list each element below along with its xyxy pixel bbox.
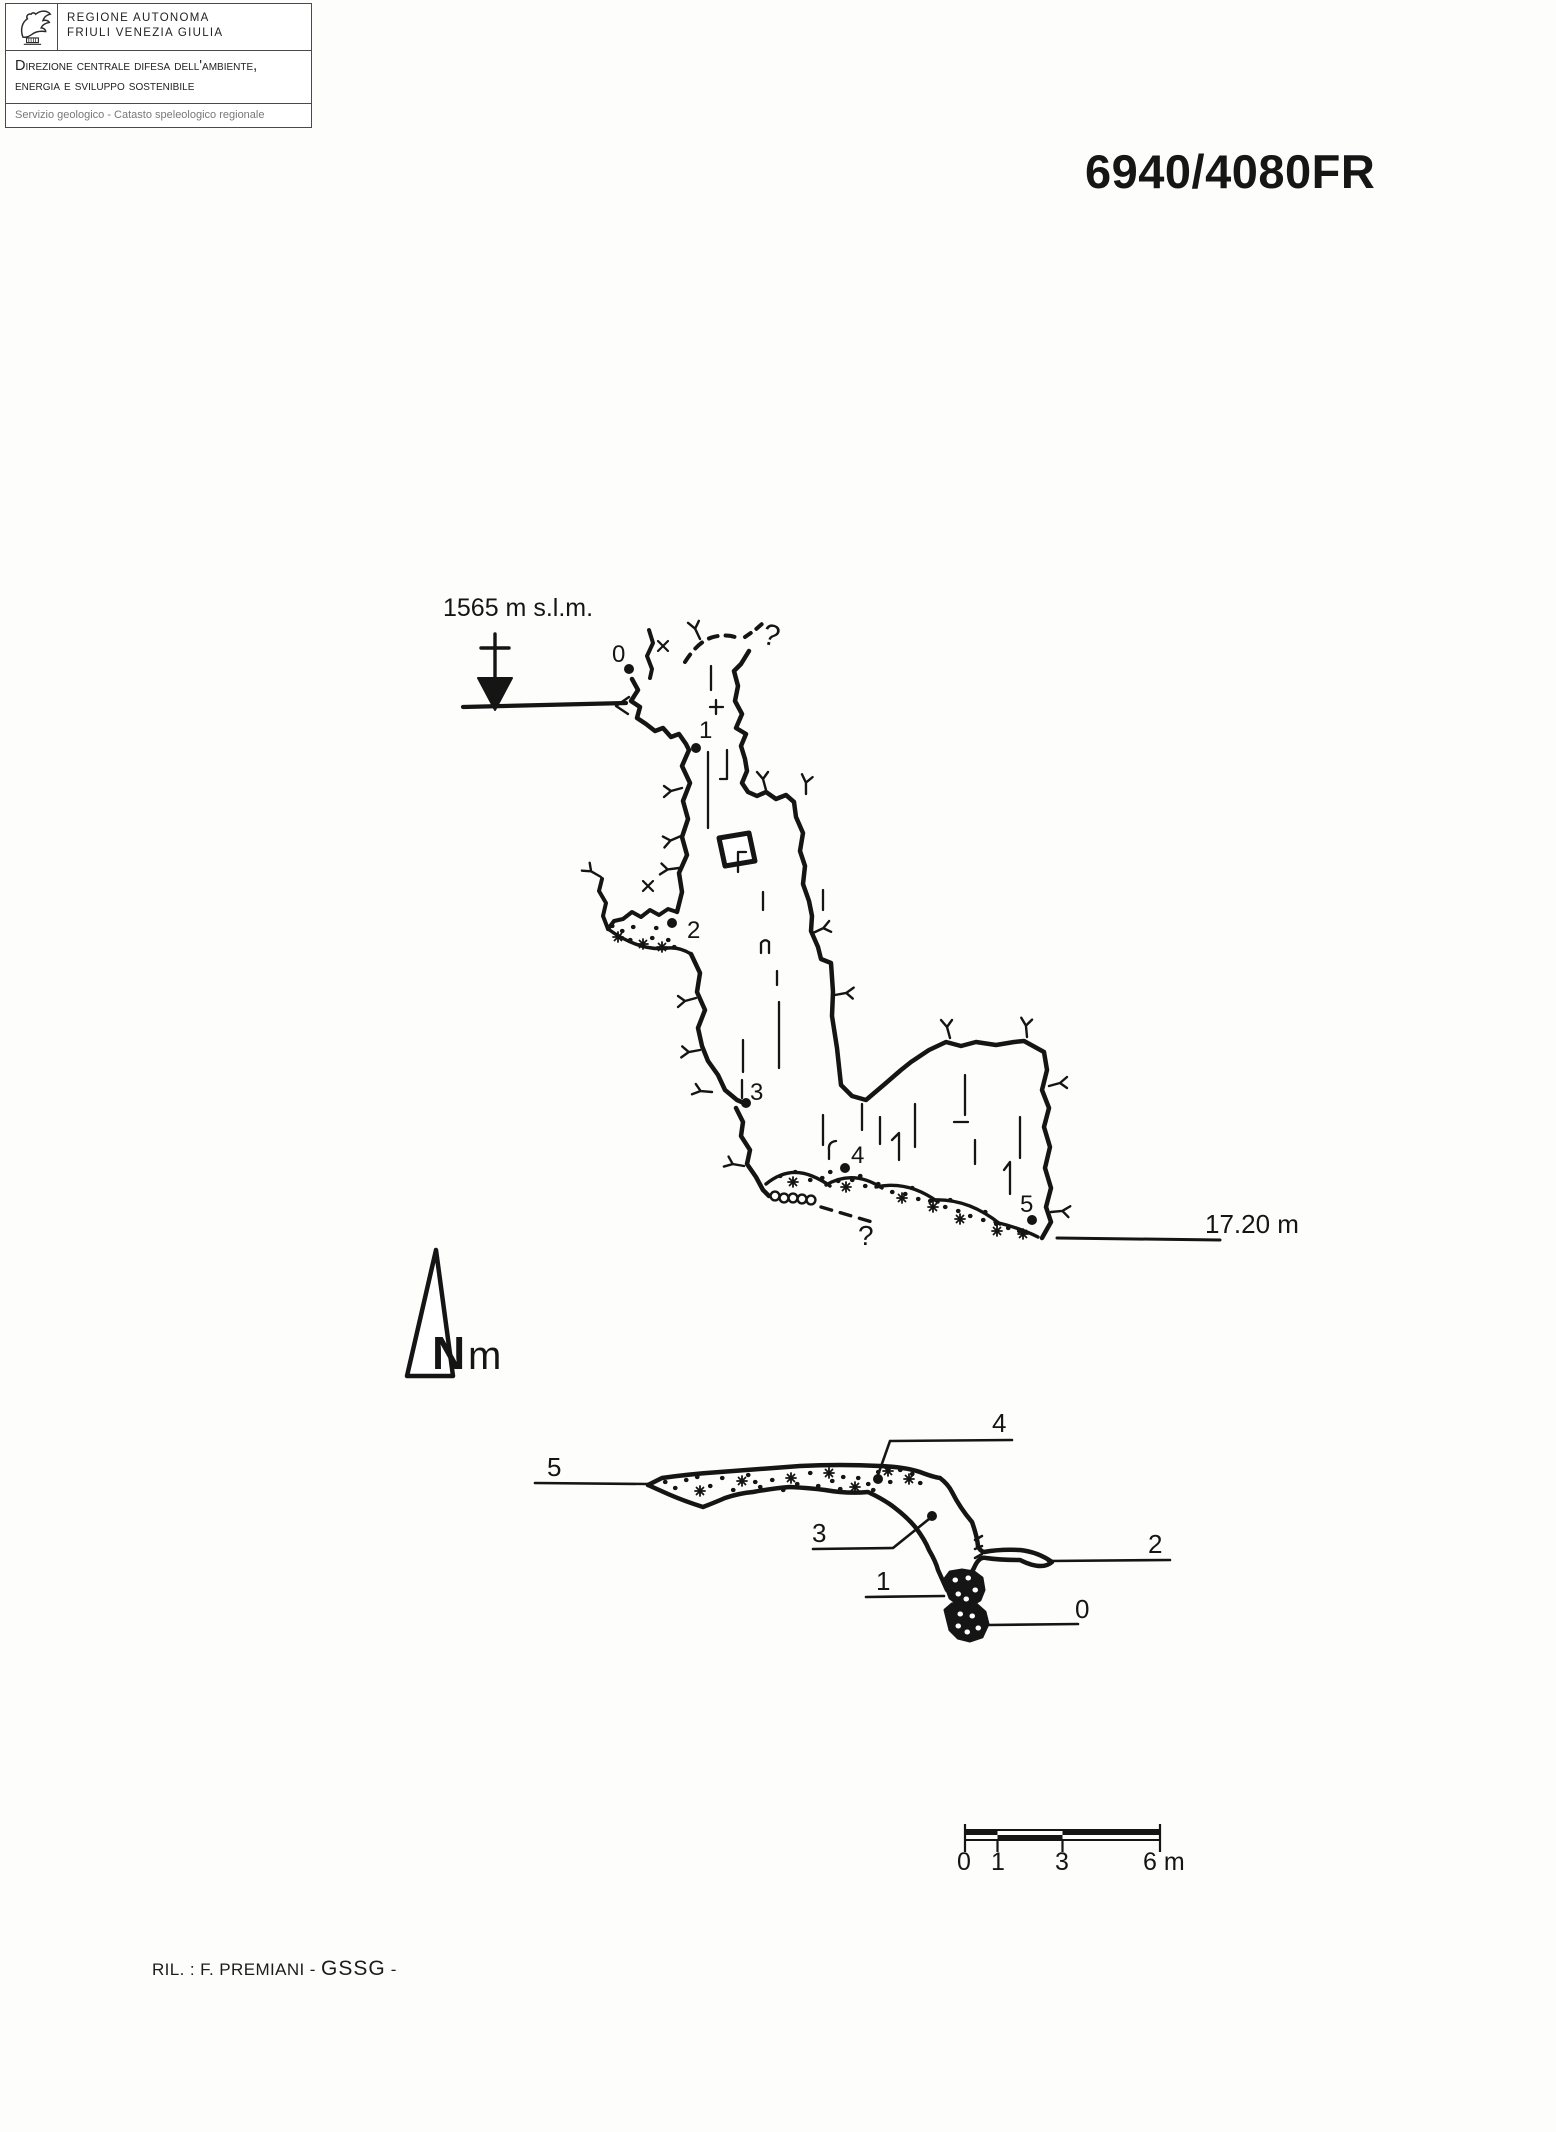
unexplored-dashed-ceiling2: [745, 623, 763, 637]
department-line1: Direzione centrale difesa dell'ambiente,: [15, 58, 258, 74]
profile-station-0-label: 0: [612, 641, 626, 668]
elevation-label: 1565 m s.l.m.: [443, 594, 594, 622]
profile-station-4-label: 4: [851, 1142, 865, 1169]
service-line: Servizio geologico - Catasto speleologico regionale: [15, 109, 265, 122]
plan-station-1-label: 1: [876, 1566, 891, 1596]
north-arrow-m: m: [468, 1334, 502, 1378]
sediment-asterisks: [613, 932, 667, 952]
profile-wall-left-lower: [691, 954, 744, 1103]
scale-bar: [957, 1824, 1185, 1876]
plan-station-3-dot: [927, 1511, 937, 1521]
profile-floor-left: [736, 1108, 769, 1196]
sediment-mound-outline: [608, 929, 691, 954]
plan-labels: [547, 1408, 1162, 1624]
leader-5: [535, 1483, 648, 1484]
scale-label-6m: 6 m: [1143, 1848, 1185, 1876]
north-arrow-n: N: [432, 1327, 466, 1379]
wall-x-tick: [658, 641, 668, 651]
question-mark-bottom: ?: [858, 1220, 874, 1251]
ground-line: [463, 703, 626, 707]
leader-2: [1048, 1560, 1170, 1561]
profile-wall-surface: [647, 630, 653, 678]
floor-pebbles: [771, 1192, 816, 1205]
plan-station-5-label: 5: [547, 1452, 562, 1482]
north-arrow: [407, 1250, 501, 1379]
profile-station-1-dot: [691, 743, 701, 753]
leader-1: [866, 1596, 944, 1597]
credit-rilievo: RIL. : F. PREMIANI -: [152, 1960, 316, 1979]
cadastre-code-title: 6940/4080FR: [1085, 145, 1376, 198]
profile-station-2-label: 2: [687, 917, 701, 944]
plan-station-3-label: 3: [812, 1518, 827, 1548]
plan-passage-inner-edge: [648, 1485, 947, 1590]
profile-section: [443, 594, 1220, 1240]
depth-label: 17.20 m: [1205, 1209, 1299, 1239]
question-mark-top: ?: [759, 617, 784, 654]
profile-ledge: [608, 909, 677, 929]
plan-station-2-label: 2: [1148, 1529, 1163, 1559]
profile-station-2-dot: [667, 918, 677, 928]
wall-tick: [616, 697, 629, 714]
credit-group: GSSG: [320, 1957, 386, 1980]
scale-label-0: 0: [957, 1848, 971, 1876]
plan-breakdown-blob-lower: [945, 1602, 988, 1641]
profile-station-4-dot: [840, 1163, 850, 1173]
profile-wall-left: [677, 750, 690, 912]
scale-label-3: 3: [1055, 1848, 1069, 1876]
agency-name-line2: FRIULI VENEZIA GIULIA: [67, 26, 224, 39]
credit-dash: -: [390, 1960, 397, 1979]
profile-station-3-label: 3: [750, 1079, 764, 1106]
plan-station-4-label: 4: [992, 1408, 1007, 1438]
leader-0: [988, 1624, 1078, 1625]
profile-wall-right: [734, 651, 1051, 1238]
agency-name-line1: REGIONE AUTONOMA: [67, 12, 210, 24]
profile-pocket-wall: [599, 879, 608, 929]
interior-detail-strokes: [708, 666, 1020, 1194]
profile-wall-entrance-slope: [631, 679, 689, 750]
department-line2: energia e sviluppo sostenibile: [15, 77, 195, 94]
plan-station-0-label: 0: [1075, 1594, 1090, 1624]
profile-station-0-dot: [624, 664, 634, 674]
plan-lobe-east: [969, 1546, 1052, 1577]
elevation-benchmark: [463, 634, 626, 710]
depth-line: [1057, 1238, 1220, 1240]
plan-station-4-dot: [873, 1474, 883, 1484]
survey-credit: [152, 1957, 397, 1981]
profile-station-1-label: 1: [699, 717, 713, 744]
unexplored-dashed-ceiling: [685, 636, 740, 663]
scale-label-1: 1: [991, 1848, 1005, 1876]
scale-bar-labels: [957, 1848, 1185, 1876]
profile-station-5-label: 5: [1020, 1191, 1034, 1218]
wall-x-tick: [643, 881, 653, 891]
